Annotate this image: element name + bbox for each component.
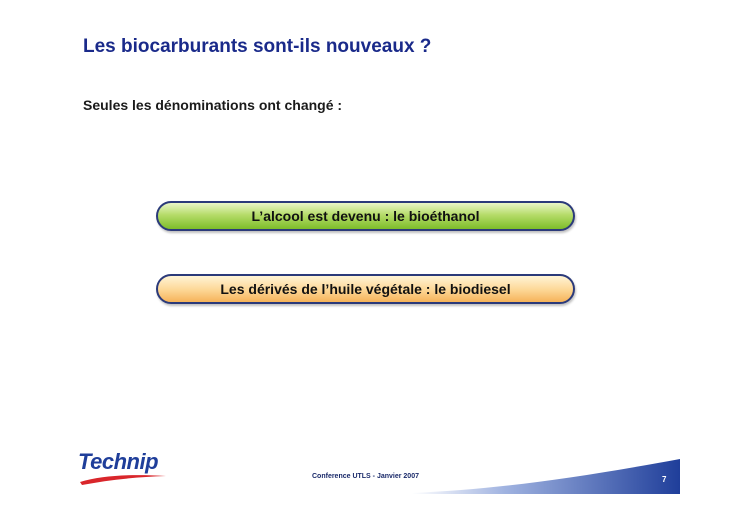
bioethanol-box <box>156 201 575 231</box>
technip-logo <box>78 449 168 489</box>
slide-subtitle: Seules les dénominations ont changé : <box>83 97 343 113</box>
slide-title: Les biocarburants sont-ils nouveaux ? <box>83 36 432 57</box>
biodiesel-label: Les dérivés de l’huile végétale : le biodiesel <box>220 281 511 297</box>
technip-logo-text: Technip <box>78 449 159 474</box>
logo-swoosh-icon <box>78 473 168 487</box>
biodiesel-box <box>156 274 575 304</box>
footer-conference: Conference UTLS - Janvier 2007 <box>312 473 419 480</box>
footer-wedge-icon <box>412 459 680 494</box>
bioethanol-label: L’alcool est devenu : le bioéthanol <box>251 208 480 224</box>
page-number: 7 <box>662 475 667 484</box>
